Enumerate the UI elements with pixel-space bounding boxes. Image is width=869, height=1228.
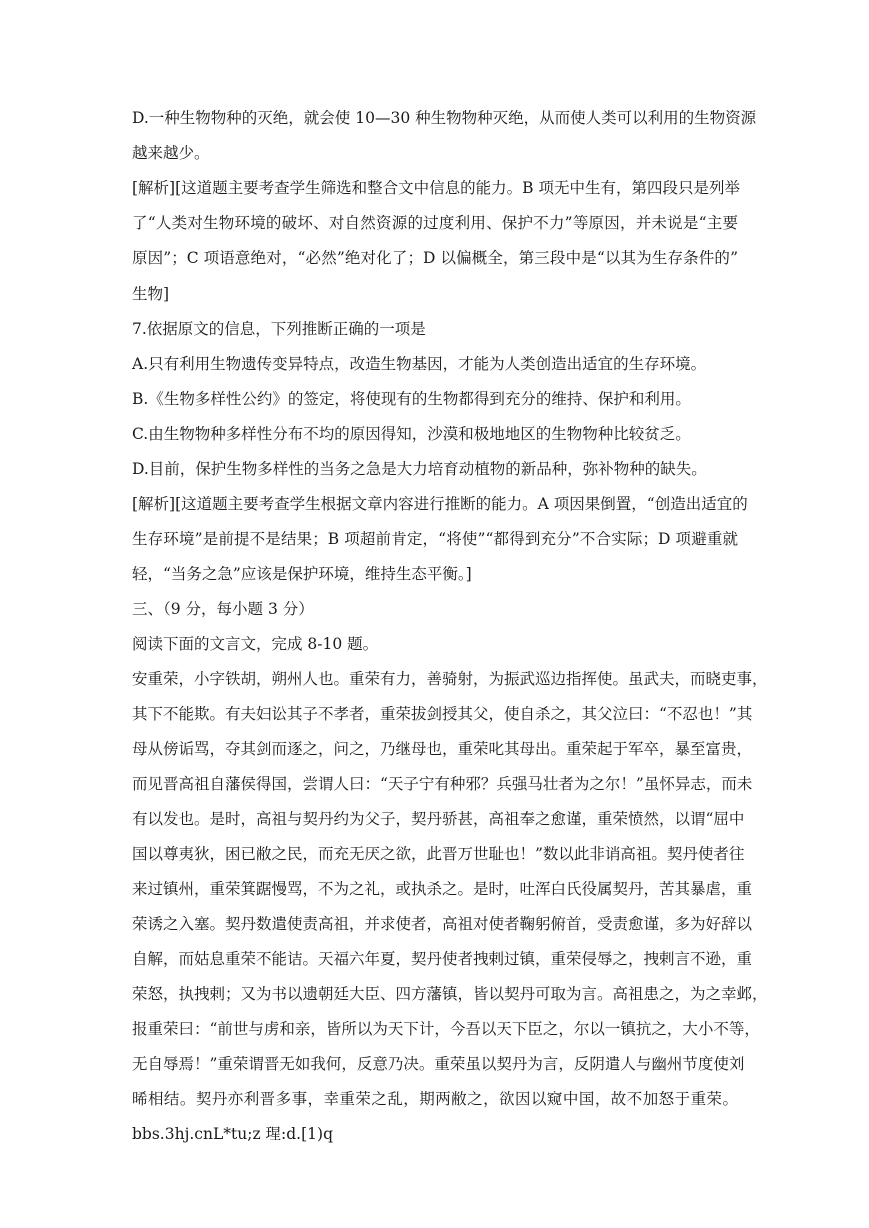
passage-line: 有以发也。是时，高祖与契丹约为父子，契丹骄甚，高祖奉之愈谨，重荣愤然，以谓“屈中 (132, 810, 745, 828)
option-b: B.《生物多样性公约》的签定，将使现有的生物都得到充分的维持、保护和利用。 (132, 390, 691, 408)
option-c: C.由生物物种多样性分布不均的原因得知，沙漠和极地地区的生物物种比较贫乏。 (132, 425, 691, 443)
text-line: 生物] (132, 285, 170, 303)
passage-line: 母从傍诟骂，夺其剑而逐之，问之，乃继母也，重荣叱其母出。重荣起于军卒，暴至富贵， (132, 740, 753, 758)
passage-line: 国以尊夷狄，困已敝之民，而充无厌之欲，此晋万世耻也！”数以此非诮高祖。契丹使者往 (132, 845, 745, 863)
option-a: A.只有利用生物遗传变异特点，改造生物基因，才能为人类创造出适宜的生存环境。 (132, 355, 707, 373)
text-line: 了“人类对生物环境的破坏、对自然资源的过度利用、保护不力”等原因，并未说是“主要 (132, 214, 738, 232)
passage-line: 荣怒，执拽剌；又为书以遗朝廷大臣、四方藩镇，皆以契丹可取为言。高祖患之，为之幸邺， (132, 985, 768, 1003)
text-line: 轻，“当务之急”应该是保护环境，维持生态平衡。] (132, 565, 472, 583)
passage-line: 无自辱焉！”重荣谓晋无如我何，反意乃决。重荣虽以契丹为言，反阴遣人与幽州节度使刘 (132, 1055, 745, 1073)
watermark-line: bbs.3hj.cnL*tu;z 瑆:d.[1)q (132, 1125, 333, 1143)
passage-line: 安重荣，小字铁胡，朔州人也。重荣有力，善骑射，为振武巡边指挥使。虽武夫，而晓吏事， (132, 670, 768, 688)
passage-line: 其下不能欺。有夫妇讼其子不孝者，重荣拔剑授其父，使自杀之，其父泣曰：“不忍也！”其 (132, 705, 753, 723)
text-line: 越来越少。 (132, 144, 210, 162)
passage-line: 报重荣曰：“前世与虏和亲，皆所以为天下计，今吾以天下臣之，尔以一镇抗之，大小不等， (132, 1020, 760, 1038)
option-d: D.目前，保护生物多样性的当务之急是大力培育动植物的新品种，弥补物种的缺失。 (132, 460, 707, 478)
passage-line: 而见晋高祖自藩侯得国，尝谓人曰：“天子宁有种邪？兵强马壮者为之尔！”虽怀异志，而未 (132, 775, 753, 793)
question-heading: 7.依据原文的信息，下列推断正确的一项是 (132, 320, 426, 338)
passage-line: 来过镇州，重荣箕踞慢骂，不为之礼，或执杀之。是时，吐浑白氏役属契丹，苦其暴虐，重 (132, 880, 753, 898)
text-line: [解析][这道题主要考查学生根据文章内容进行推断的能力。A 项因果倒置，“创造出适宜的 (132, 495, 748, 513)
text-line: [解析][这道题主要考查学生筛选和整合文中信息的能力。B 项无中生有，第四段只是列举 (132, 179, 740, 197)
passage-line: 自解，而姑息重荣不能诘。天福六年夏，契丹使者拽剌过镇，重荣侵辱之，拽剌言不逊，重 (132, 950, 753, 968)
text-line: 原因”；C 项语意绝对，“必然”绝对化了；D 以偏概全，第三段中是“以其为生存条件的” (132, 249, 738, 267)
passage-line: 晞相结。契丹亦利晋多事，幸重荣之乱，期两敝之，欲因以窥中国，故不加怒于重荣。 (132, 1090, 738, 1108)
text-line: D.一种生物物种的灭绝，就会使 10—30 种生物物种灭绝，从而使人类可以利用的生物资源 (132, 109, 757, 127)
passage-line: 荣诱之入塞。契丹数遣使责高祖，并求使者，高祖对使者鞠躬俯首，受责愈谨，多为好辞以 (132, 915, 753, 933)
section-heading: 三、（9 分，每小题 3 分） (132, 600, 314, 618)
instruction-line: 阅读下面的文言文，完成 8-10 题。 (132, 635, 379, 653)
text-line: 生存环境”是前提不是结果；B 项超前肯定，“将使”“都得到充分”不合实际；D 项避重就 (132, 530, 738, 548)
